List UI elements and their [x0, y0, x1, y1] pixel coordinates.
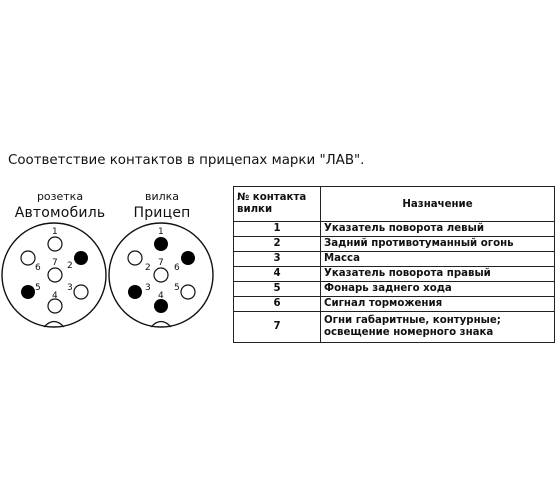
socket-pin-5	[21, 285, 35, 299]
socket-connector	[2, 223, 106, 327]
table-row	[234, 312, 555, 343]
plug-pin-label-1: 1	[158, 227, 164, 237]
socket-pin-7	[48, 268, 62, 282]
row-pin-number: 5	[234, 282, 321, 297]
socket-label-big: Автомобиль	[14, 205, 106, 221]
socket-label-small: розетка	[36, 190, 84, 203]
plug-pin-label-2: 2	[145, 263, 151, 273]
row-purpose: Огни габаритные, контурные; освещение номерного знака	[321, 312, 555, 343]
socket-pin-6	[21, 251, 35, 265]
table-row	[234, 267, 555, 282]
table-header-row	[234, 187, 555, 222]
table-row	[234, 282, 555, 297]
row-pin-number: 7	[234, 312, 321, 343]
row-purpose: Указатель поворота правый	[321, 267, 555, 282]
table-row	[234, 237, 555, 252]
plug-pin-label-7: 7	[158, 258, 164, 268]
plug-pin-4	[154, 299, 168, 313]
plug-pin-1	[154, 237, 168, 251]
plug-pin-6	[181, 251, 195, 265]
plug-connector	[109, 223, 213, 327]
plug-pin-label-4: 4	[158, 291, 164, 301]
pin-assignment-table	[233, 186, 555, 343]
plug-pin-5	[181, 285, 195, 299]
row-pin-number: 2	[234, 237, 321, 252]
row-pin-number: 1	[234, 222, 321, 237]
header-pin-number: № контакта вилки	[234, 187, 321, 222]
diagram-title: Соответствие контактов в прицепах марки "ЛАВ".	[8, 153, 365, 168]
plug-pin-7	[154, 268, 168, 282]
socket-pin-3	[74, 285, 88, 299]
plug-label-small: вилка	[144, 190, 180, 203]
socket-pin-label-3: 3	[67, 283, 73, 293]
plug-label-big: Прицеп	[133, 205, 191, 221]
plug-pin-2	[128, 251, 142, 265]
socket-pin-label-4: 4	[52, 291, 58, 301]
header-purpose: Назначение	[321, 187, 555, 222]
row-purpose: Задний противотуманный огонь	[321, 237, 555, 252]
socket-pin-label-6: 6	[35, 263, 41, 273]
row-pin-number: 3	[234, 252, 321, 267]
row-purpose: Указатель поворота левый	[321, 222, 555, 237]
socket-pin-label-7: 7	[52, 258, 58, 268]
socket-pin-label-1: 1	[52, 227, 58, 237]
row-purpose: Сигнал торможения	[321, 297, 555, 312]
plug-pin-3	[128, 285, 142, 299]
row-pin-number: 6	[234, 297, 321, 312]
plug-pin-label-5: 5	[174, 283, 180, 293]
row-pin-number: 4	[234, 267, 321, 282]
socket-pin-2	[74, 251, 88, 265]
socket-pin-label-5: 5	[35, 283, 41, 293]
table-row	[234, 252, 555, 267]
socket-pin-4	[48, 299, 62, 313]
plug-pin-label-3: 3	[145, 283, 151, 293]
table-row	[234, 222, 555, 237]
row-purpose: Масса	[321, 252, 555, 267]
plug-pin-label-6: 6	[174, 263, 180, 273]
row-purpose: Фонарь заднего хода	[321, 282, 555, 297]
socket-pin-1	[48, 237, 62, 251]
table-row	[234, 297, 555, 312]
socket-pin-label-2: 2	[67, 261, 73, 271]
